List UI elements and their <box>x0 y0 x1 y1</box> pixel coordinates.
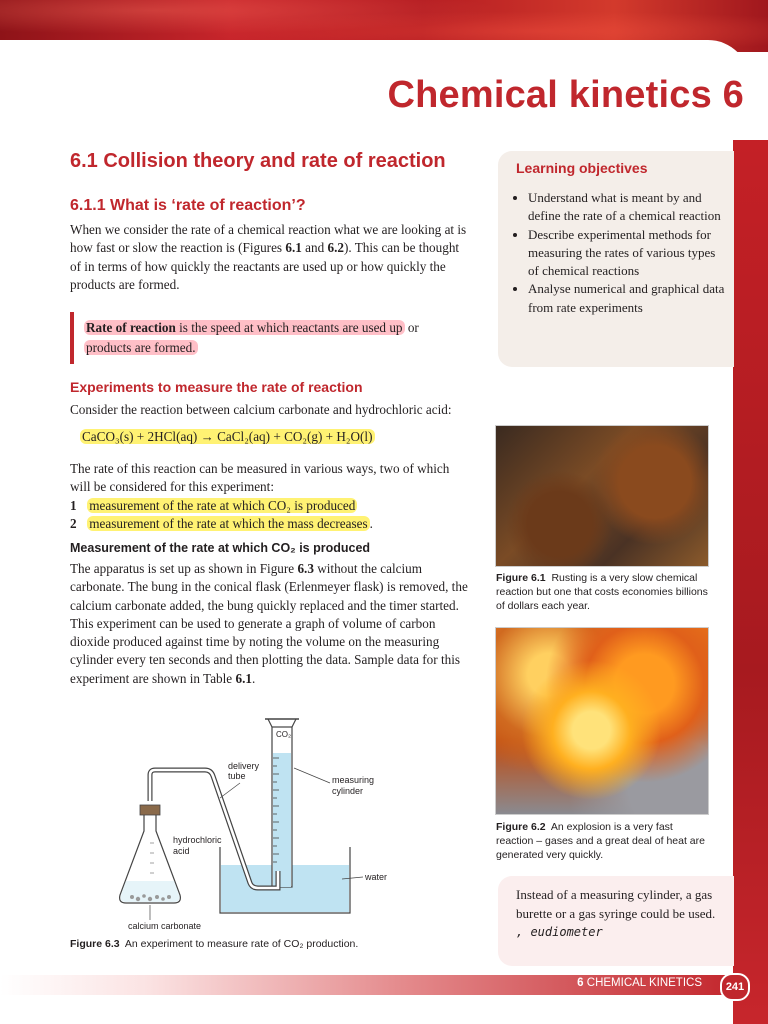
objective-item: • Understand what is meant by and define the rate of a chemical reaction <box>528 189 728 226</box>
flask-bung <box>140 805 160 815</box>
figure-6-1-caption <box>496 571 711 613</box>
equation-text: CaCO₃(s) + 2HCl(aq) → CaCl₂(aq) + CO₂(g) + H₂O(l) <box>82 429 373 444</box>
figure-6-3-caption <box>70 937 470 951</box>
method-num-2: 2 <box>70 516 77 531</box>
delivery-tube-label-2: tube <box>228 771 246 781</box>
objective-item: • Describe experimental methods for measuring the rates of various types of chemical reactions <box>528 226 728 281</box>
footer-chapter-name: CHEMICAL KINETICS <box>586 977 702 989</box>
figure-6-2-text: An explosion is a very fast reaction – gases and a great deal of heat are generated very quickly. <box>496 821 705 861</box>
water-label: water <box>365 872 388 882</box>
definition-term: Rate of reaction <box>86 320 176 335</box>
table-ref-6-1: 6.1 <box>235 670 252 686</box>
figure-6-2-caption <box>496 820 711 862</box>
experiments-intro: Consider the reaction between calcium carbonate and hydrochloric acid: <box>70 402 452 417</box>
explosion-photo <box>495 627 709 815</box>
figure-6-1-text: Rusting is a very slow chemical reaction but one that costs economies billions of dollars each year. <box>496 572 708 612</box>
method-end-2: . <box>369 516 373 531</box>
cylinder-water <box>273 753 291 887</box>
note-box <box>498 876 734 966</box>
learning-objectives-box <box>498 151 734 367</box>
measuring-cylinder-label-1: measuring <box>332 775 375 785</box>
subsection-title: 6.1.1 What is ‘rate of reaction’? <box>70 197 306 214</box>
measurement-text-1: The apparatus is set up as shown in Figure <box>70 561 298 576</box>
delivery-tube-label-1: delivery <box>228 761 260 771</box>
figure-6-1-label: Figure 6.1 <box>496 572 546 584</box>
measurement-paragraph <box>70 560 470 688</box>
rusty-machinery-photo <box>495 425 709 567</box>
measurement-text-2: without the calcium carbonate. The bung in the conical flask (Erlenmeyer flask) is removed, the calcium carbonate added, the bung quickly replaced and the timer started. This experiment can be used to generate a graph of volume of carbon dioxide produced against time by noting the volume on the measuring cylinder every ten seconds and then plotting the data. Sample data for this experiment are shown in Table <box>70 561 468 686</box>
methods-list <box>70 497 373 533</box>
calcium-carbonate-label: calcium carbonate <box>128 921 202 931</box>
handwritten-annotation: , eudiometer <box>516 925 603 939</box>
note-text: Instead of a measuring cylinder, a gas burette or a gas syringe could be used. <box>516 887 716 921</box>
objective-item: • Analyse numerical and graphical data from rate experiments <box>528 280 728 317</box>
method-num-1: 1 <box>70 498 77 513</box>
measure-paragraph: The rate of this reaction can be measured in various ways, two of which will be considered for this experiment: <box>70 461 450 495</box>
experiments-title: Experiments to measure the rate of reaction <box>70 379 363 395</box>
figure-ref-6-3: 6.3 <box>297 561 314 576</box>
measurement-text-3: . <box>251 670 256 686</box>
method-item-1 <box>70 497 373 515</box>
intro-and: and <box>301 240 328 256</box>
intro-text-2: ). This can be thought of in terms of how quickly the reactants are used up or how quickly the products are formed. <box>70 240 460 292</box>
definition-text-2: products are formed. <box>86 340 196 355</box>
page-number: 241 <box>720 973 750 1001</box>
footer-chapter-num: 6 <box>577 977 584 989</box>
method-text-1: measurement of the rate at which CO₂ is produced <box>89 498 356 513</box>
figure-6-2-label: Figure 6.2 <box>496 821 546 833</box>
intro-text-1: When we consider the rate of a chemical reaction what we are looking at is how fast or slow the reaction is (Figures <box>70 222 467 256</box>
method-item-2 <box>70 515 373 533</box>
measurement-title: Measurement of the rate at which CO₂ is produced <box>70 541 371 555</box>
definition-text-or: or <box>404 320 419 335</box>
definition-box <box>70 312 484 364</box>
hcl-label-1: hydrochloric <box>173 835 222 845</box>
chapter-title: Chemical kinetics 6 <box>387 74 744 116</box>
method-text-2: measurement of the rate at which the mass decreases <box>89 516 368 531</box>
learning-objectives-list <box>514 189 728 317</box>
learning-objectives-title: Learning objectives <box>516 160 648 176</box>
co2-label: CO₂ <box>276 730 292 739</box>
figure-6-3-text: An experiment to measure rate of CO₂ production. <box>124 938 359 950</box>
apparatus-diagram <box>110 713 400 938</box>
figure-ref-6-2: 6.2 <box>327 240 344 256</box>
definition-text-1: is the speed at which reactants are used up <box>175 320 403 335</box>
reaction-equation <box>80 429 375 445</box>
intro-paragraph <box>70 221 470 294</box>
hcl-label-2: acid <box>173 846 190 856</box>
measuring-cylinder-label-2: cylinder <box>332 786 364 796</box>
figure-ref-6-1: 6.1 <box>285 240 302 256</box>
section-title: 6.1 Collision theory and rate of reaction <box>70 150 446 172</box>
note-text-block <box>516 886 716 942</box>
right-edge-strip <box>733 140 768 1024</box>
figure-6-3-label: Figure 6.3 <box>70 938 120 950</box>
footer-chapter <box>577 977 702 989</box>
